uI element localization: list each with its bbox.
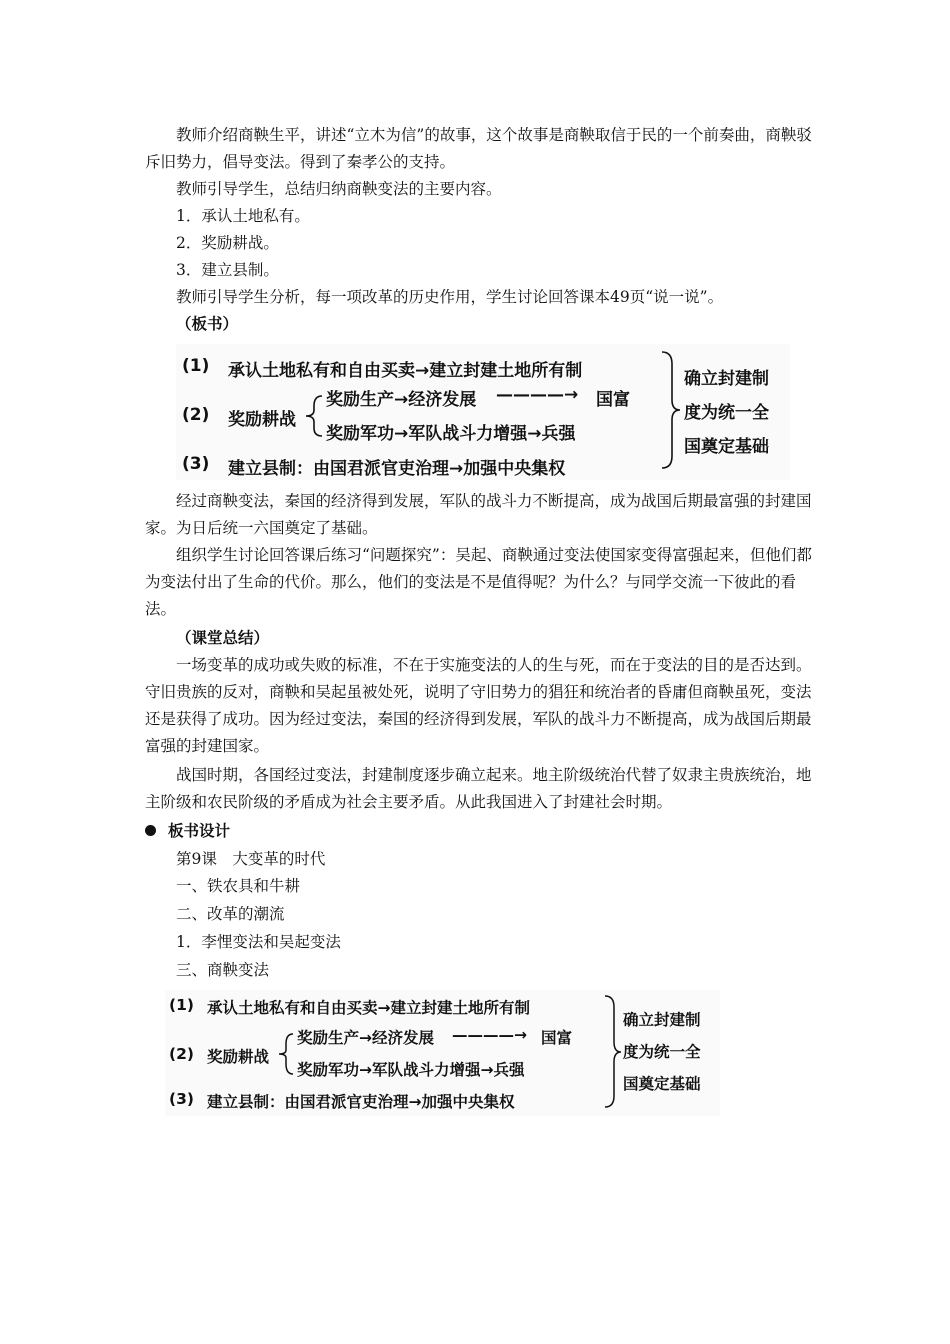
bullet-icon [145,825,156,836]
design-heading-text: 板书设计 [168,822,231,840]
diagram-row1-number: (1) [169,996,194,1014]
paragraph-summary: 一场变革的成功或失败的标准，不在于实施变法的人的生与死，而在于变法的目的是否达到。守旧贵族的反对，商鞅和吴起虽被处死，说明了守旧势力的猖狂和统治者的昏庸但商鞅虽死，变法还是获得了成功。因为经过变法，秦国的经济得到发展，军队的战斗力不断提高，成为战国后期最富强的封建国家。 [145,656,812,755]
diagram-row2-number: (2) [182,405,210,425]
list-item: 1．承认土地私有。 [176,207,310,225]
diagram-row2a-left: 奖励生产→经济发展 [326,390,477,410]
diagram-row1-text: 承认土地私有和自由买卖→建立封建土地所有制 [207,999,530,1017]
diagram-row1-text: 承认土地私有和自由买卖→建立封建土地所有制 [228,361,583,381]
lesson-title: 第9课 大变革的时代 [176,850,326,868]
reform-diagram-1 [176,344,790,480]
diagram-long-arrow: ————→ [496,385,579,405]
diagram-row2a-right: 国富 [541,1029,573,1047]
outline-item: 三、商鞅变法 [176,961,270,979]
paragraph-intro: 教师介绍商鞅生平，讲述“立木为信”的故事，这个故事是商鞅取信于民的一个前奏曲，商鞅驳斥旧势力，倡导变法。得到了秦孝公的支持。 [145,126,812,171]
paragraph-guide: 教师引导学生，总结归纳商鞅变法的主要内容。 [176,180,502,198]
diagram-row2a-right: 国富 [596,390,630,410]
reform-diagram-2 [165,990,720,1116]
diagram-row3-text: 建立县制：由国君派官吏治理→加强中央集权 [207,1093,515,1111]
diagram-row3-number: (3) [182,454,210,474]
summary-label: （课堂总结） [176,629,270,647]
diagram-row2b: 奖励军功→军队战斗力增强→兵强 [326,424,576,444]
paragraph-discussion: 组织学生讨论回答课后练习“问题探究”：吴起、商鞅通过变法使国家变得富强起来，但他们都为变法付出了生命的代价。那么，他们的变法是不是值得呢？为什么？与同学交流一下彼此的看法。 [145,546,812,618]
diagram-result-line1: 确立封建制 [684,369,769,389]
outline-item: 一、铁农具和牛耕 [176,877,301,895]
paragraph-conclusion: 战国时期，各国经过变法，封建制度逐步确立起来。地主阶级统治代替了奴隶主贵族统治，地主阶级和农民阶级的矛盾成为社会主要矛盾。从此我国进入了封建社会时期。 [145,766,812,811]
banshu-label: （板书） [176,315,239,333]
diagram-row2a-left: 奖励生产→经济发展 [297,1029,434,1047]
diagram-long-arrow: ————→ [452,1026,527,1044]
list-item: 2．奖励耕战。 [176,234,279,252]
paragraph-result: 经过商鞅变法，秦国的经济得到发展，军队的战斗力不断提高，成为战国后期最富强的封建国家。为日后统一六国奠定了基础。 [145,492,812,537]
diagram-row1-number: (1) [182,356,210,376]
diagram-row3-text: 建立县制：由国君派官吏治理→加强中央集权 [228,459,566,479]
diagram-row2-number: (2) [169,1045,194,1063]
diagram-row2b: 奖励军功→军队战斗力增强→兵强 [297,1061,525,1079]
diagram-result-line3: 国奠定基础 [623,1075,701,1093]
diagram-result-line1: 确立封建制 [623,1011,701,1029]
diagram-result-line2: 度为统一全 [623,1043,701,1061]
list-item: 3．建立县制。 [176,261,279,279]
diagram-result-line3: 国奠定基础 [684,437,769,457]
diagram-row2-label: 奖励耕战 [228,410,296,430]
paragraph-analysis: 教师引导学生分析，每一项改革的历史作用，学生讨论回答课本49页“说一说”。 [176,288,724,306]
diagram-row2-label: 奖励耕战 [207,1048,270,1066]
design-heading [145,818,230,845]
outline-item: 二、改革的潮流 [176,905,285,923]
diagram-row3-number: (3) [169,1090,194,1108]
outline-item: 1．李悝变法和吴起变法 [176,933,341,951]
diagram-result-line2: 度为统一全 [684,403,769,423]
